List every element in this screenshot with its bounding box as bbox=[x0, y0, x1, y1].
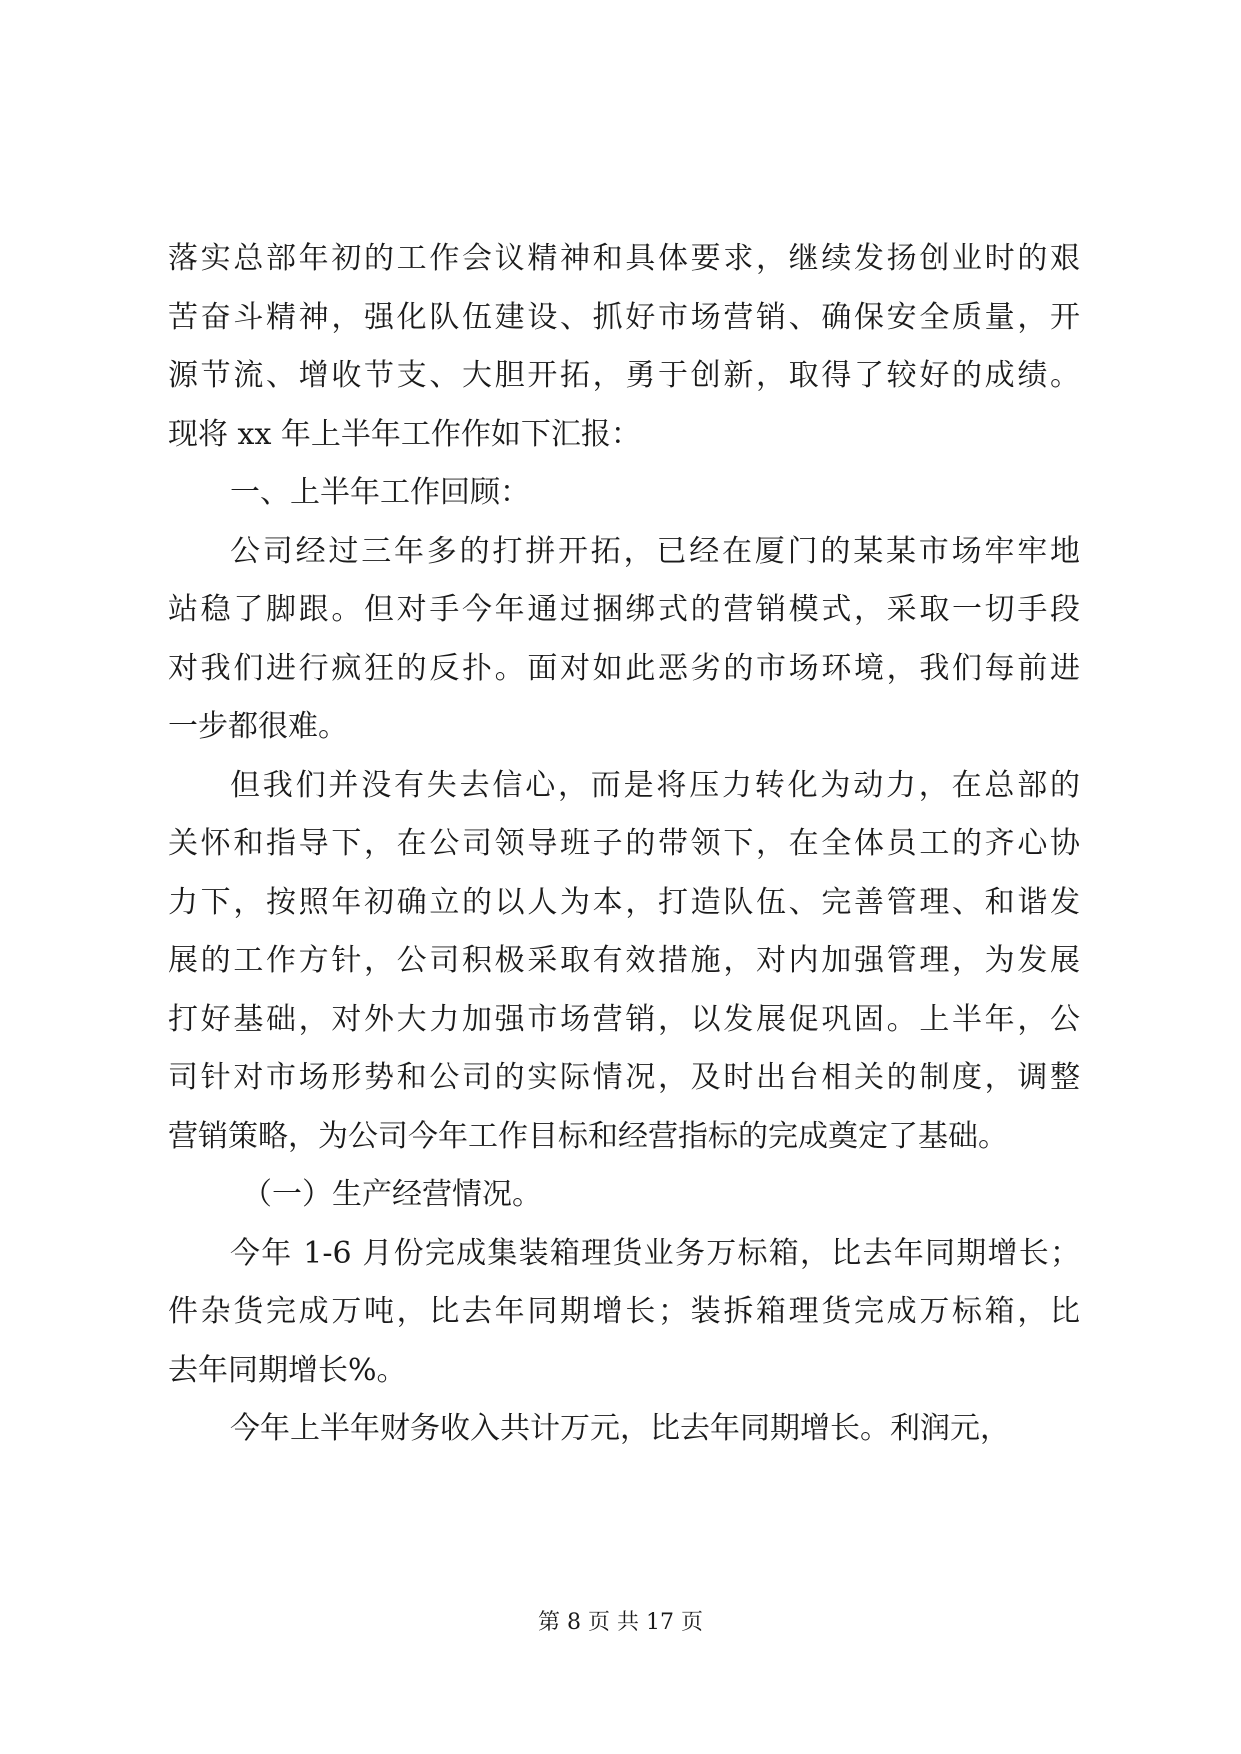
text-line: 件杂货完成万吨，比去年同期增长；装拆箱理货完成万标箱，比 bbox=[168, 1294, 1080, 1329]
paragraph bbox=[168, 1400, 1080, 1459]
text-line: 司针对市场形势和公司的实际情况，及时出台相关的制度，调整 bbox=[168, 1060, 1080, 1095]
text-line: 展的工作方针，公司积极采取有效措施，对内加强管理，为发展 bbox=[168, 943, 1080, 978]
text-line: 今年上半年财务收入共计万元，比去年同期增长。利润元， bbox=[230, 1411, 1010, 1446]
text-line: 一、上半年工作回顾： bbox=[230, 475, 530, 510]
text-line: 但我们并没有失去信心，而是将压力转化为动力，在总部的 bbox=[230, 767, 1080, 803]
paragraph bbox=[168, 1166, 1080, 1225]
paragraph bbox=[168, 757, 1080, 1167]
text-line: 公司经过三年多的打拼开拓，已经在厦门的某某市场牢牢地 bbox=[230, 533, 1080, 569]
page-footer: 第 8 页 共 17 页 bbox=[538, 1610, 703, 1635]
paragraph bbox=[168, 230, 1080, 464]
text-line: 落实总部年初的工作会议精神和具体要求，继续发扬创业时的艰 bbox=[168, 241, 1080, 276]
text-line: 一步都很难。 bbox=[168, 709, 348, 744]
paragraph bbox=[168, 464, 1080, 523]
text-line: 打好基础，对外大力加强市场营销，以发展促巩固。上半年，公 bbox=[168, 1001, 1080, 1037]
paragraph bbox=[168, 523, 1080, 757]
text-line: 力下，按照年初确立的以人为本，打造队伍、完善管理、和谐发 bbox=[168, 884, 1080, 920]
text-line: （一）生产经营情况。 bbox=[242, 1177, 542, 1212]
text-line: 关怀和指导下，在公司领导班子的带领下，在全体员工的齐心协 bbox=[168, 826, 1080, 861]
text-line: 站稳了脚跟。但对手今年通过捆绑式的营销模式，采取一切手段 bbox=[168, 592, 1080, 627]
text-line: 源节流、增收节支、大胆开拓，勇于创新，取得了较好的成绩。 bbox=[168, 358, 1080, 393]
text-line: 对我们进行疯狂的反扑。面对如此恶劣的市场环境，我们每前进 bbox=[168, 650, 1080, 686]
text-line: 营销策略，为公司今年工作目标和经营指标的完成奠定了基础。 bbox=[168, 1118, 1008, 1154]
text-line: 今年 1-6 月份完成集装箱理货业务万标箱，比去年同期增长； bbox=[230, 1235, 1080, 1271]
text-line: 苦奋斗精神，强化队伍建设、抓好市场营销、确保安全质量，开 bbox=[168, 299, 1080, 335]
paragraph bbox=[168, 1225, 1080, 1401]
text-line: 现将 xx 年上半年工作作如下汇报： bbox=[168, 416, 641, 452]
text-line: 去年同期增长%。 bbox=[168, 1352, 407, 1388]
document-body bbox=[168, 230, 1080, 1459]
